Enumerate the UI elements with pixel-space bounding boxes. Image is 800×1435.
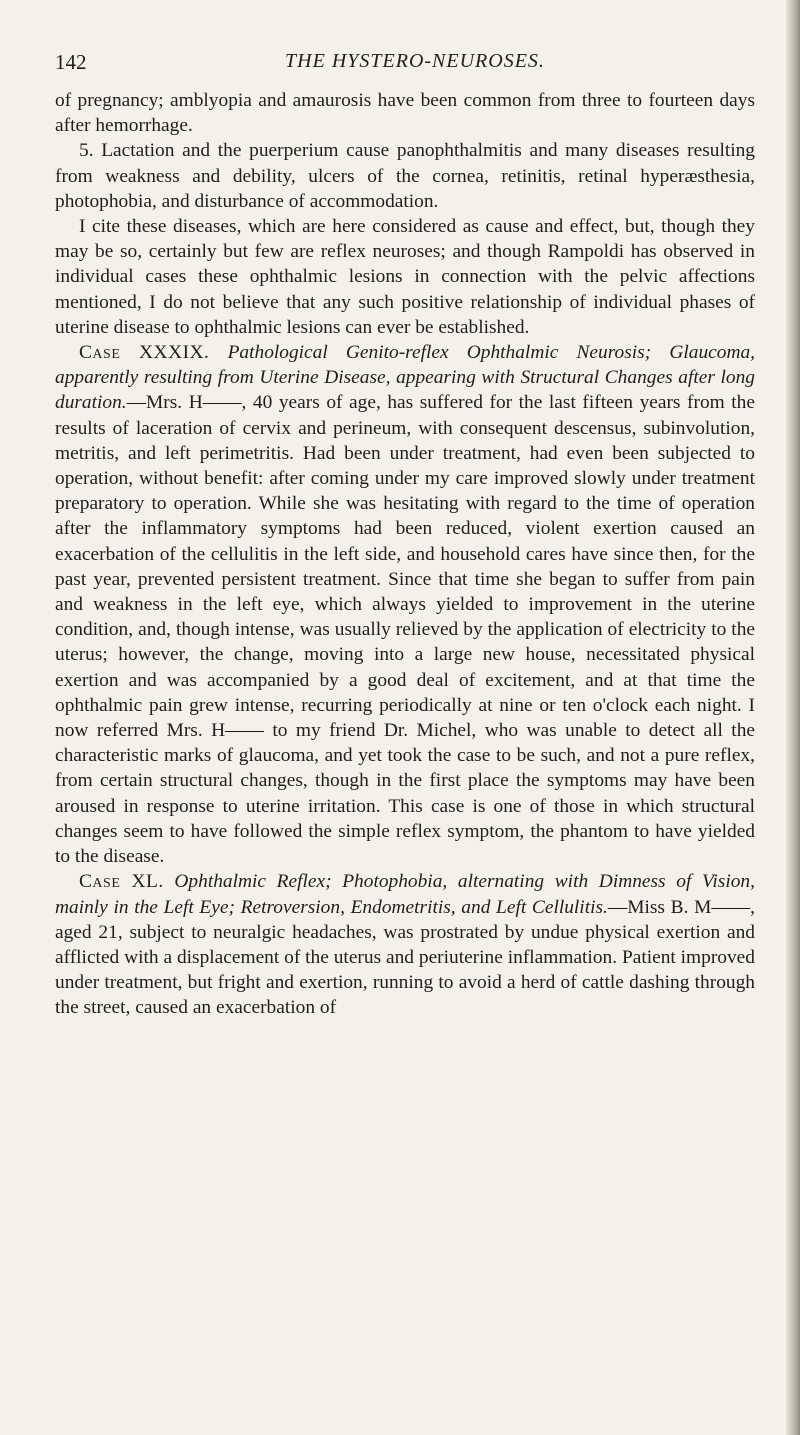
page-number: 142 [55, 50, 87, 74]
paragraph-continuation: of pregnancy; amblyopia and amaurosis have been common from three to fourteen days after hemorrhage. [55, 90, 755, 137]
case-39-label: Case XXXIX. [79, 342, 210, 364]
running-title: THE HYSTERO-NEUROSES. [285, 50, 545, 72]
case-39-text: —Mrs. H——, 40 years of age, has suffered for the last fifteen years from the results of laceration of cervix and perineum, with consequent descensus, subinvolution, metritis, and left perimetritis. Had been under treatment, had even been subjected to operation, without benefit: after coming under my care improved slowly under treatment preparatory to operation. While she was hesitating with regard to the time of operation after the inflammatory symptoms had been reduced, violent exertion caused an exacerbation of the cellulitis in the left side, and household cares have since then, for the past year, prevented persistent treatment. Since that time she began to suffer from pain and weakness in the left eye, which always yielded to improvement in the uterine condition, and, though intense, was usually relieved by the application of electricity to the uterus; however, the change, moving into a large new house, necessitated physical exertion and was accompanied by a good deal of excitement, and at that time the ophthalmic pain grew intense, recurring periodically at nine or ten o'clock each night. I now referred Mrs. H—— to my friend Dr. Michel, who was unable to detect all the characteristic marks of glaucoma, and yet took the case to be such, and not a pure reflex, from certain structural changes, though in the first place the symptoms may have been aroused in response to uterine irritation. This case is one of those in which structural changes seem to have followed the simple reflex symptom, the phantom to have yielded to the disease. [55, 392, 755, 868]
running-header [55, 50, 755, 80]
case-39-paragraph [55, 340, 755, 869]
case-40-paragraph [55, 869, 755, 1020]
page-edge-shadow [786, 0, 800, 1435]
case-40-label: Case XL. [79, 871, 164, 893]
case-40-text: —Miss B. M——, aged 21, subject to neuralgic headaches, was prostrated by undue physical exertion and afflicted with a displacement of the uterus and periuterine inflammation. Patient improved under treatment, but fright and exertion, running to avoid a herd of cattle dashing through the street, caused an exacerbation of [55, 896, 755, 1019]
case-39-title: Pathological Genito-reflex Ophthalmic Neurosis; Glaucoma, apparently resulting from Uterine Disease, appearing with Structural Changes after long duration. [55, 342, 755, 414]
paragraph-lactation: 5. Lactation and the puerperium cause panophthalmitis and many diseases resulting from weakness and debility, ulcers of the cornea, retinitis, retinal hyperæsthesia, photophobia, and disturbance of accommodation. [55, 140, 755, 212]
body-text [55, 88, 755, 1021]
paragraph-commentary: I cite these diseases, which are here considered as cause and effect, but, though they may be so, certainly but few are reflex neuroses; and though Rampoldi has observed in individual cases these ophthalmic lesions in connection with the pelvic affections mentioned, I do not believe that any such positive relationship of individual phases of uterine disease to ophthalmic lesions can ever be established. [55, 216, 755, 338]
case-40-title: Ophthalmic Reflex; Photophobia, alternating with Dimness of Vision, mainly in the Left Eye; Retroversion, Endometritis, and Left Cellulitis. [55, 871, 755, 918]
